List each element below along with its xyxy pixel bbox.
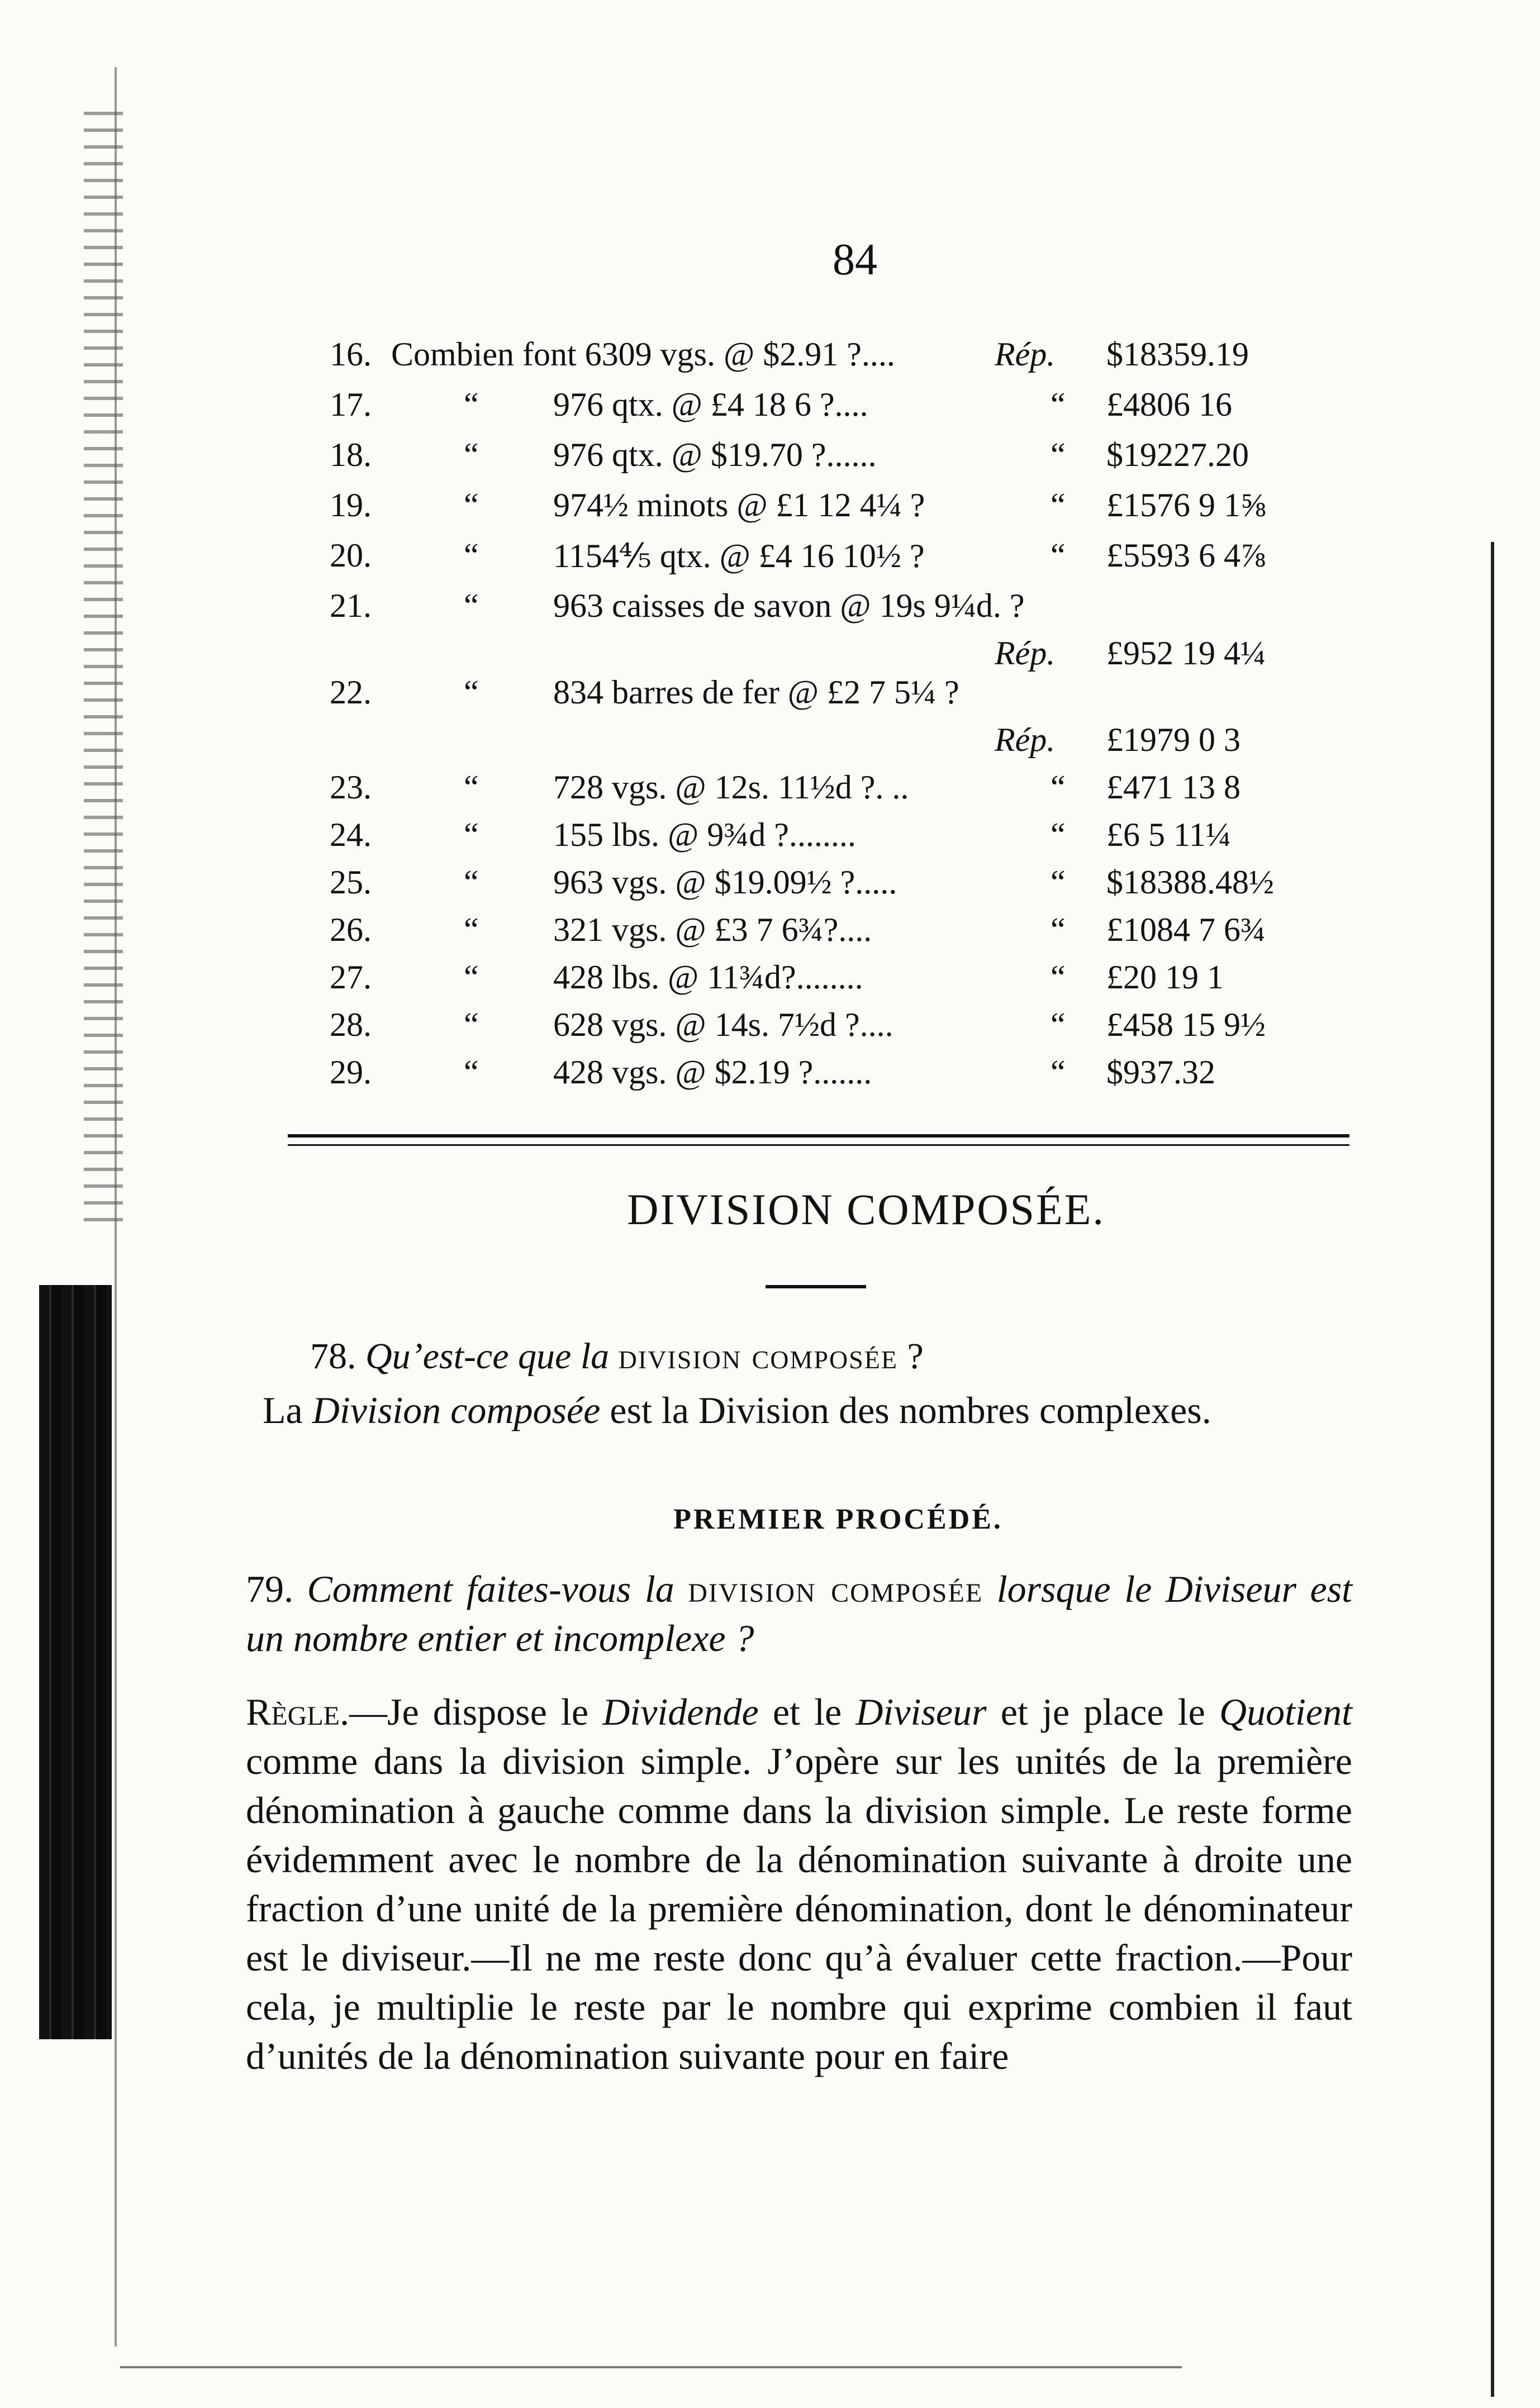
ditto-mark: “ bbox=[1051, 1054, 1066, 1091]
ditto-mark: “ bbox=[1051, 1006, 1066, 1043]
section-title: DIVISION COMPOSÉE. bbox=[627, 1185, 1105, 1234]
ditto-mark: “ bbox=[464, 959, 479, 996]
page-edge-line-bottom bbox=[120, 2366, 1182, 2368]
subheading: PREMIER PROCÉDÉ. bbox=[673, 1503, 1003, 1535]
exercise-answer: $18388.48½ bbox=[1106, 864, 1274, 901]
exercise-number: 17. bbox=[330, 386, 372, 423]
rule-paragraph bbox=[246, 1687, 1352, 2081]
exercise-answer: £1084 7 6¾ bbox=[1106, 911, 1266, 948]
exercise-number: 22. bbox=[330, 674, 372, 711]
answer-label: Rép. bbox=[995, 336, 1056, 373]
exercise-answer: £471 13 8 bbox=[1106, 769, 1240, 806]
exercise-answer: £458 15 9½ bbox=[1106, 1006, 1266, 1043]
title-underline bbox=[766, 1285, 866, 1288]
ditto-mark: “ bbox=[1051, 487, 1066, 524]
ditto-mark: “ bbox=[464, 769, 479, 806]
exercise-question: 963 vgs. @ $19.09½ ?..... bbox=[553, 864, 897, 901]
ditto-mark: “ bbox=[1051, 816, 1066, 853]
exercise-answer: £20 19 1 bbox=[1106, 959, 1224, 996]
ditto-mark: “ bbox=[464, 587, 479, 624]
answer-78 bbox=[263, 1386, 1358, 1435]
question-number: 78. bbox=[310, 1336, 357, 1377]
exercise-question: 428 vgs. @ $2.19 ?....... bbox=[553, 1054, 872, 1091]
question-term: division composée bbox=[688, 1568, 983, 1610]
exercise-number: 29. bbox=[330, 1054, 372, 1091]
rule-text: comme dans la division simple. J’opère sur les unités de la première dénomination à gauche comme dans la division simple. Le reste forme évidemment avec le nombre de la dénomination suivante à droite une fraction d’une unité de la première dénomination, dont le dénominateur est le diviseur.—Il ne me reste donc qu’à évaluer cette fraction.—Pour cela, je multiplie le reste par le nombre qui exprime combien il faut d’unités de la dénomination suivante pour en faire bbox=[246, 1740, 1352, 2077]
ditto-mark: “ bbox=[464, 1006, 479, 1043]
rule-term: Quotient bbox=[1219, 1691, 1352, 1733]
ditto-mark: “ bbox=[1051, 769, 1066, 806]
ditto-mark: “ bbox=[1051, 864, 1066, 901]
exercise-number: 23. bbox=[330, 769, 372, 806]
exercise-answer: £4806 16 bbox=[1106, 386, 1232, 423]
ditto-mark: “ bbox=[464, 1054, 479, 1091]
exercise-answer: £1576 9 1⅝ bbox=[1106, 487, 1266, 524]
answer-text: est la Division des nombres complexes. bbox=[610, 1389, 1211, 1431]
ditto-mark: “ bbox=[464, 816, 479, 853]
exercise-answer: £5593 6 4⅞ bbox=[1106, 537, 1266, 574]
question-78 bbox=[310, 1335, 924, 1378]
answer-text: La bbox=[263, 1389, 303, 1431]
exercise-question: 428 lbs. @ 11¾d?........ bbox=[553, 959, 863, 996]
exercise-number: 27. bbox=[330, 959, 372, 996]
exercise-question: 974½ minots @ £1 12 4¼ ? bbox=[553, 487, 925, 524]
question-text: Qu’est-ce que la bbox=[365, 1336, 610, 1377]
ditto-mark: “ bbox=[1051, 911, 1066, 948]
exercise-number: 26. bbox=[330, 911, 372, 948]
scan-edge-noise bbox=[84, 112, 123, 1229]
exercise-number: 24. bbox=[330, 816, 372, 853]
answer-term: Division composée bbox=[312, 1389, 601, 1431]
exercise-number: 21. bbox=[330, 587, 372, 624]
rule-text: —Je dispose le bbox=[349, 1691, 589, 1733]
ditto-mark: “ bbox=[1051, 537, 1066, 574]
exercise-number: 18. bbox=[330, 436, 372, 473]
exercise-number: 28. bbox=[330, 1006, 372, 1043]
ditto-mark: “ bbox=[464, 386, 479, 423]
answer-label: Rép. bbox=[995, 635, 1056, 672]
ditto-mark: “ bbox=[1051, 386, 1066, 423]
exercise-question: 963 caisses de savon @ 19s 9¼d. ? bbox=[553, 587, 1025, 624]
rule-term: Dividende bbox=[602, 1691, 759, 1733]
exercise-question: 728 vgs. @ 12s. 11½d ?. .. bbox=[553, 769, 909, 806]
question-79 bbox=[246, 1564, 1352, 1663]
ditto-mark: “ bbox=[464, 436, 479, 473]
ditto-mark: “ bbox=[464, 487, 479, 524]
exercise-number: 19. bbox=[330, 487, 372, 524]
exercise-question: 976 qtx. @ $19.70 ?...... bbox=[553, 436, 877, 473]
section-divider bbox=[288, 1134, 1349, 1138]
exercise-number: 20. bbox=[330, 537, 372, 574]
answer-label: Rép. bbox=[995, 721, 1056, 758]
exercise-question: 321 vgs. @ £3 7 6¾?.... bbox=[553, 911, 872, 948]
ditto-mark: “ bbox=[1051, 436, 1066, 473]
section-divider bbox=[288, 1144, 1349, 1146]
exercise-question: 976 qtx. @ £4 18 6 ?.... bbox=[553, 386, 868, 423]
ditto-mark: “ bbox=[464, 537, 479, 574]
question-mark: ? bbox=[907, 1336, 924, 1377]
question-number: 79. bbox=[246, 1568, 293, 1610]
rule-term: Diviseur bbox=[855, 1691, 987, 1733]
rule-text: et je place le bbox=[1000, 1691, 1205, 1733]
exercise-answer: $19227.20 bbox=[1106, 436, 1249, 473]
exercise-question: Combien font 6309 vgs. @ $2.91 ?.... bbox=[391, 336, 895, 373]
question-text: Comment faites-vous la bbox=[307, 1568, 674, 1610]
exercise-question: 155 lbs. @ 9¾d ?........ bbox=[553, 816, 856, 853]
page-edge-line bbox=[115, 67, 117, 2347]
scan-edge-shadow bbox=[39, 1285, 112, 2039]
exercise-answer: £952 19 4¼ bbox=[1106, 635, 1266, 672]
rule-text: et le bbox=[772, 1691, 842, 1733]
exercise-answer: $18359.19 bbox=[1106, 336, 1249, 373]
page-number: 84 bbox=[833, 235, 877, 284]
exercise-question: 1154⅘ qtx. @ £4 16 10½ ? bbox=[553, 537, 925, 574]
ditto-mark: “ bbox=[464, 864, 479, 901]
exercise-question: 628 vgs. @ 14s. 7½d ?.... bbox=[553, 1006, 893, 1043]
exercise-number: 25. bbox=[330, 864, 372, 901]
ditto-mark: “ bbox=[464, 674, 479, 711]
question-text: lorsque le Diviseur est un nombre entier et incomplexe ? bbox=[246, 1568, 1353, 1659]
ditto-mark: “ bbox=[1051, 959, 1066, 996]
exercise-number: 16. bbox=[330, 336, 372, 373]
exercise-answer: £6 5 11¼ bbox=[1106, 816, 1231, 853]
question-term: division composée bbox=[618, 1336, 898, 1377]
exercise-answer: £1979 0 3 bbox=[1106, 721, 1240, 758]
page-edge-line-right bbox=[1491, 542, 1494, 2397]
rule-lead: Règle. bbox=[246, 1691, 349, 1733]
exercise-answer: $937.32 bbox=[1106, 1054, 1215, 1091]
exercise-question: 834 barres de fer @ £2 7 5¼ ? bbox=[553, 674, 959, 711]
ditto-mark: “ bbox=[464, 911, 479, 948]
